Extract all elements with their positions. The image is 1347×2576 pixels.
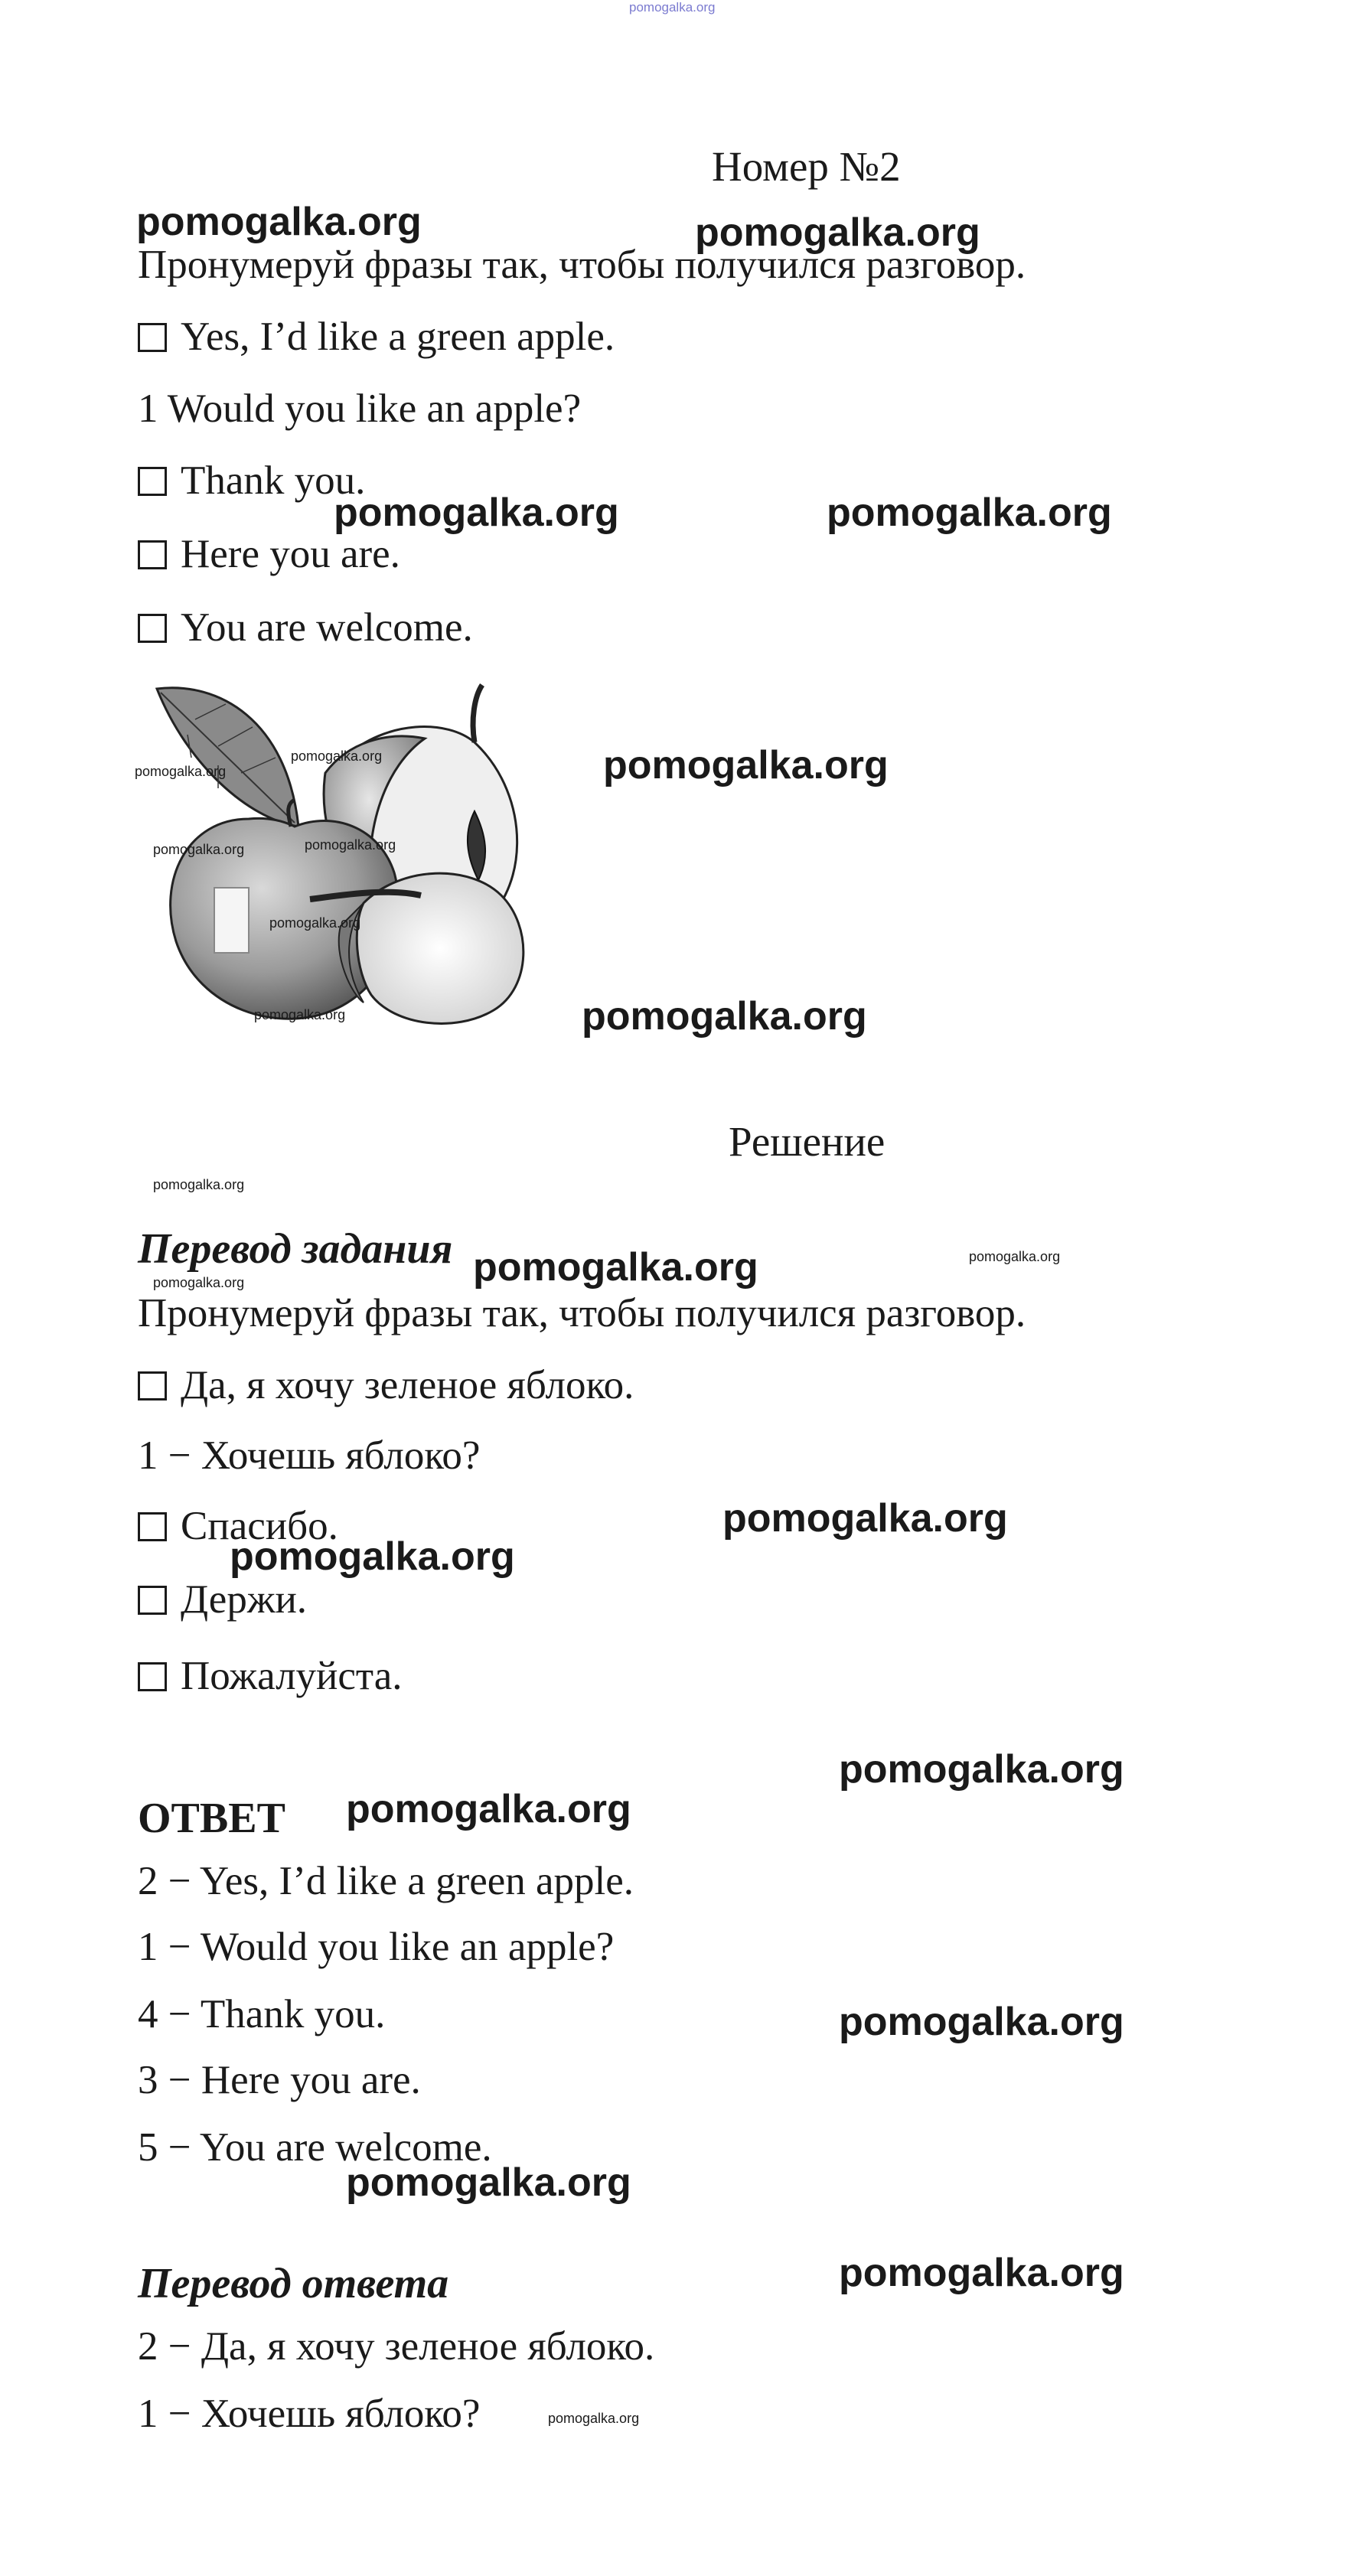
watermark: pomogalka.org [839, 2000, 1124, 2044]
watermark: pomogalka.org [695, 210, 980, 255]
task-line-1: Yes, I’d like a green apple. [138, 317, 615, 357]
task-title: Номер №2 [712, 143, 901, 190]
checkbox-empty [138, 467, 167, 496]
answer-translation-line-2: 1 − Хочешь яблоко? [138, 2392, 481, 2436]
watermark-top: pomogalka.org [629, 0, 716, 15]
watermark-small: pomogalka.org [305, 837, 396, 853]
answer-line-1: 2 − Yes, I’d like a green apple. [138, 1859, 634, 1903]
watermark: pomogalka.org [827, 491, 1112, 535]
watermark-small: pomogalka.org [548, 2411, 640, 2426]
checkbox-empty [138, 323, 167, 352]
solution-title: Решение [729, 1118, 885, 1165]
answer-line-2: 1 − Would you like an apple? [138, 1925, 615, 1969]
checkbox-empty [138, 1662, 167, 1691]
task-line-5: You are welcome. [138, 608, 473, 648]
watermark-small: pomogalka.org [269, 915, 361, 931]
watermark: pomogalka.org [346, 2160, 631, 2205]
watermark: pomogalka.org [582, 994, 867, 1039]
translation-line-1: Да, я хочу зеленое яблоко. [138, 1365, 634, 1406]
translation-line-2: 1 − Хочешь яблоко? [138, 1433, 481, 1478]
watermark-small: pomogalka.org [153, 842, 245, 857]
translation-instruction: Пронумеруй фразы так, чтобы получился разговор. [138, 1291, 1026, 1335]
watermark-small: pomogalka.org [291, 748, 383, 764]
watermark: pomogalka.org [346, 1787, 631, 1831]
watermark: pomogalka.org [473, 1245, 758, 1290]
task-instruction: Пронумеруй фразы так, чтобы получился разговор. [138, 243, 1026, 287]
answer-translation-heading: Перевод ответа [138, 2260, 449, 2307]
translation-line-3: Спасибо. [138, 1506, 338, 1547]
watermark: pomogalka.org [603, 743, 889, 787]
checkbox-empty [138, 1371, 167, 1400]
checkbox-empty [138, 540, 167, 569]
watermark-small: pomogalka.org [254, 1007, 346, 1022]
checkbox-empty [138, 1512, 167, 1541]
watermark-small: pomogalka.org [969, 1249, 1061, 1264]
watermark-small: pomogalka.org [135, 764, 227, 779]
watermark: pomogalka.org [722, 1496, 1008, 1541]
answer-line-4: 3 − Here you are. [138, 2058, 421, 2102]
answer-heading: ОТВЕТ [138, 1795, 285, 1842]
answer-line-5: 5 − You are welcome. [138, 2125, 492, 2170]
translation-heading: Перевод задания [138, 1225, 453, 1273]
watermark: pomogalka.org [839, 2251, 1124, 2295]
apples-illustration [134, 673, 624, 1056]
watermark: pomogalka.org [839, 1747, 1124, 1792]
watermark: pomogalka.org [230, 1534, 515, 1579]
watermark: pomogalka.org [136, 200, 422, 244]
task-line-3: Thank you. [138, 461, 365, 501]
task-line-4: Here you are. [138, 534, 400, 575]
checkbox-empty [138, 614, 167, 643]
answer-translation-line-1: 2 − Да, я хочу зеленое яблоко. [138, 2324, 655, 2369]
answer-line-3: 4 − Thank you. [138, 1992, 386, 2036]
watermark-small: pomogalka.org [153, 1275, 245, 1290]
translation-line-4: Держи. [138, 1580, 307, 1620]
task-line-2: 1 Would you like an apple? [138, 386, 582, 431]
watermark: pomogalka.org [334, 491, 619, 535]
watermark-small: pomogalka.org [153, 1177, 245, 1192]
translation-line-5: Пожалуйста. [138, 1656, 402, 1697]
checkbox-empty [138, 1586, 167, 1615]
